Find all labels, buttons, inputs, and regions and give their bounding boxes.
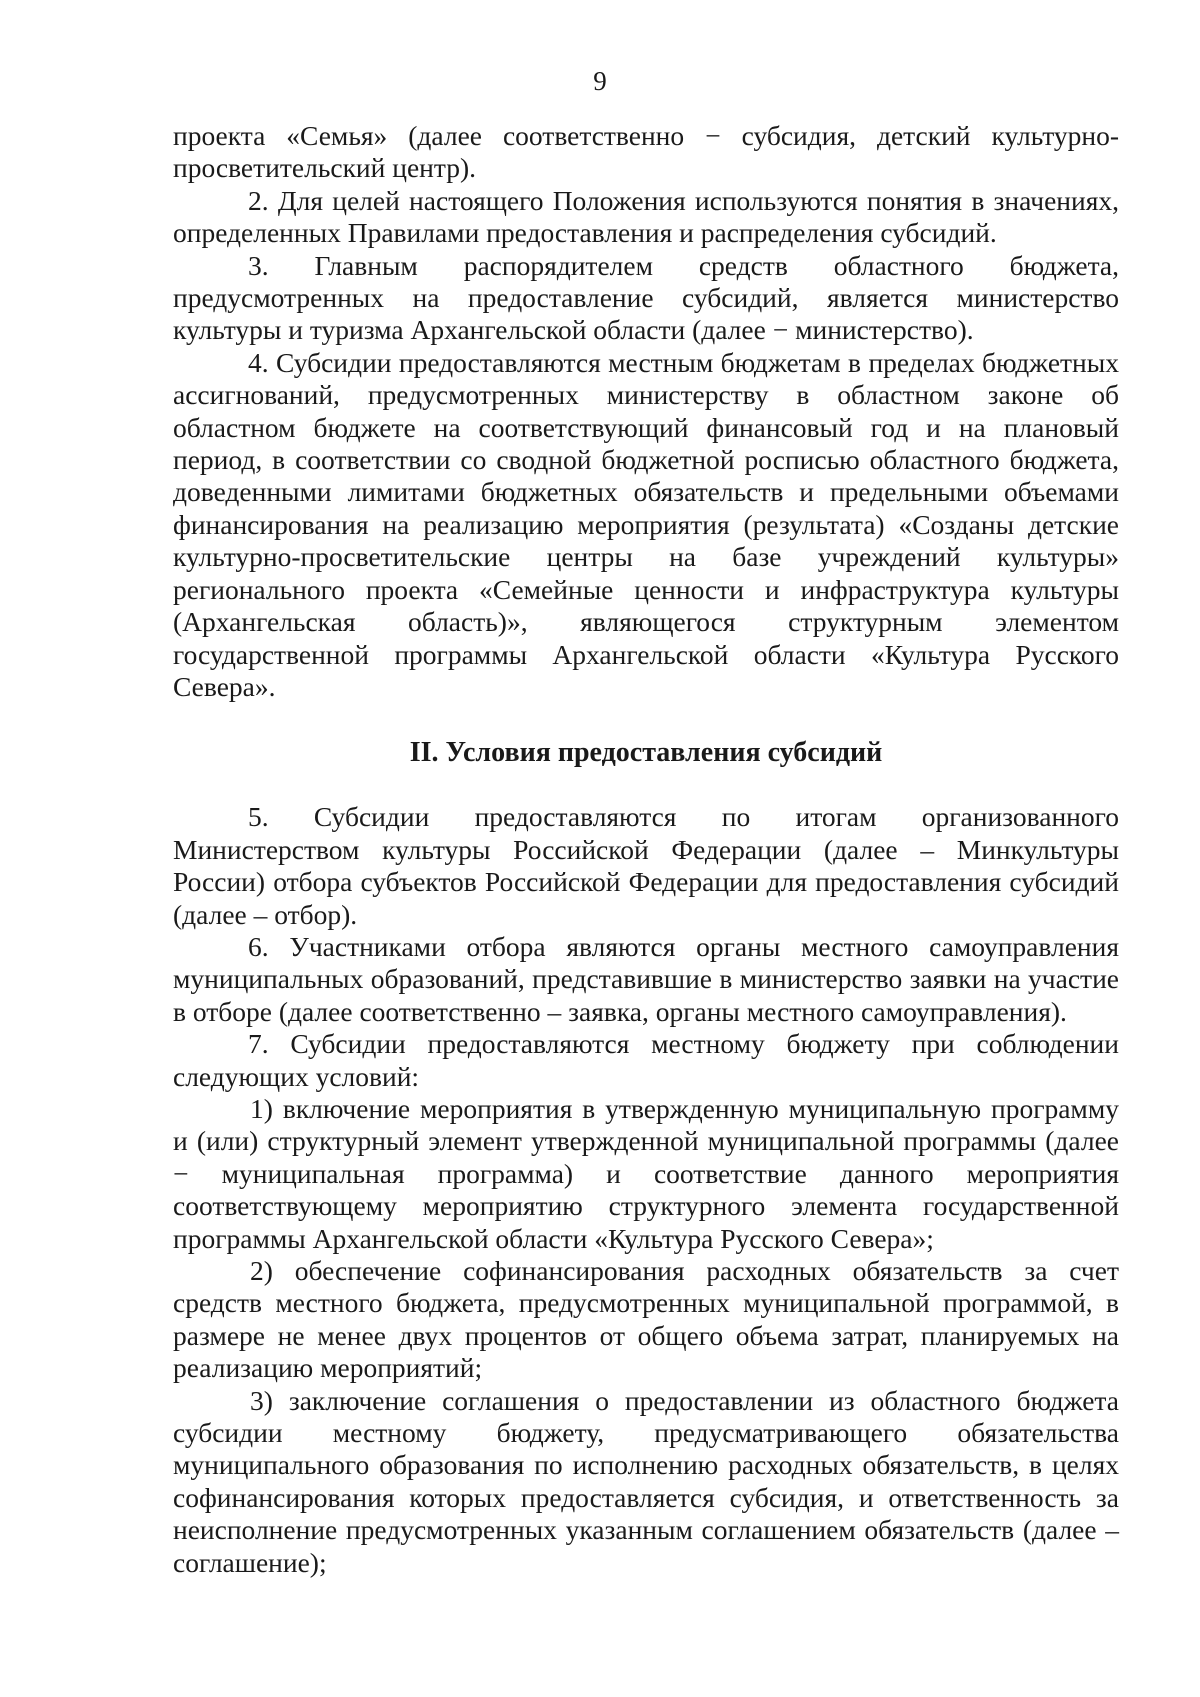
document-body: [173, 120, 1119, 1579]
paragraph-7: 7. Субсидии предоставляются местному бюджету при соблюдении следующих условий:: [173, 1028, 1119, 1092]
paragraph-6: 6. Участниками отбора являются органы местного самоуправления муниципальных образований, представившие в министерство заявки на участие в отборе (далее соответственно – заявка, органы местного самоуправления).: [173, 930, 1119, 1027]
paragraph-3: 3. Главным распорядителем средств областного бюджета, предусмотренных на предоставление субсидий, является министерство культуры и туризма Архангельской области (далее − министерство).: [173, 249, 1119, 346]
paragraph-continuation: проекта «Семья» (далее соответственно − субсидия, детский культурно-просветительский центр).: [173, 120, 1119, 184]
subitem-1: 1) включение мероприятия в утвержденную муниципальную программу и (или) структурный элемент утвержденной муниципальной программы (далее − муниципальная программа) и соответствие данного мероприятия соответствующему мероприятию структурного элемента государственной программы Архангельской области «Культура Русского Севера»;: [173, 1092, 1119, 1254]
page-number: 9: [593, 66, 607, 96]
section-heading: II. Условия предоставления субсидий: [409, 737, 883, 769]
paragraph-4: 4. Субсидии предоставляются местным бюджетам в пределах бюджетных ассигнований, предусмотренных министерству в областном законе об областном бюджете на соответствующий финансовый год и на плановый период, в соответствии со сводной бюджетной росписью областного бюджета, доведенными лимитами бюджетных обязательств и предельными объемами финансирования на реализацию мероприятия (результата) «Созданы детские культурно-просветительские центры на базе учреждений культуры» регионального проекта «Семейные ценности и инфраструктура культуры (Архангельская область)», являющегося структурным элементом государственной программы Архангельской области «Культура Русского Севера».: [173, 346, 1119, 702]
paragraph-5: 5. Субсидии предоставляются по итогам организованного Министерством культуры Российской Федерации (далее – Минкультуры России) отбора субъектов Российской Федерации для предоставления субсидий (далее – отбор).: [173, 801, 1119, 930]
subitem-2: 2) обеспечение софинансирования расходных обязательств за счет средств местного бюджета, предусмотренных муниципальной программой, в размере не менее двух процентов от общего объема затрат, планируемых на реализацию мероприятий;: [173, 1255, 1119, 1384]
subitem-3: 3) заключение соглашения о предоставлении из областного бюджета субсидии местному бюджету, предусматривающего обязательства муниципального образования по исполнению расходных обязательств, в целях софинансирования которых предоставляется субсидия, и ответственность за неисполнение предусмотренных указанным соглашением обязательств (далее – соглашение);: [173, 1384, 1119, 1578]
paragraph-2: 2. Для целей настоящего Положения используются понятия в значениях, определенных Правилами предоставления и распределения субсидий.: [173, 184, 1119, 249]
